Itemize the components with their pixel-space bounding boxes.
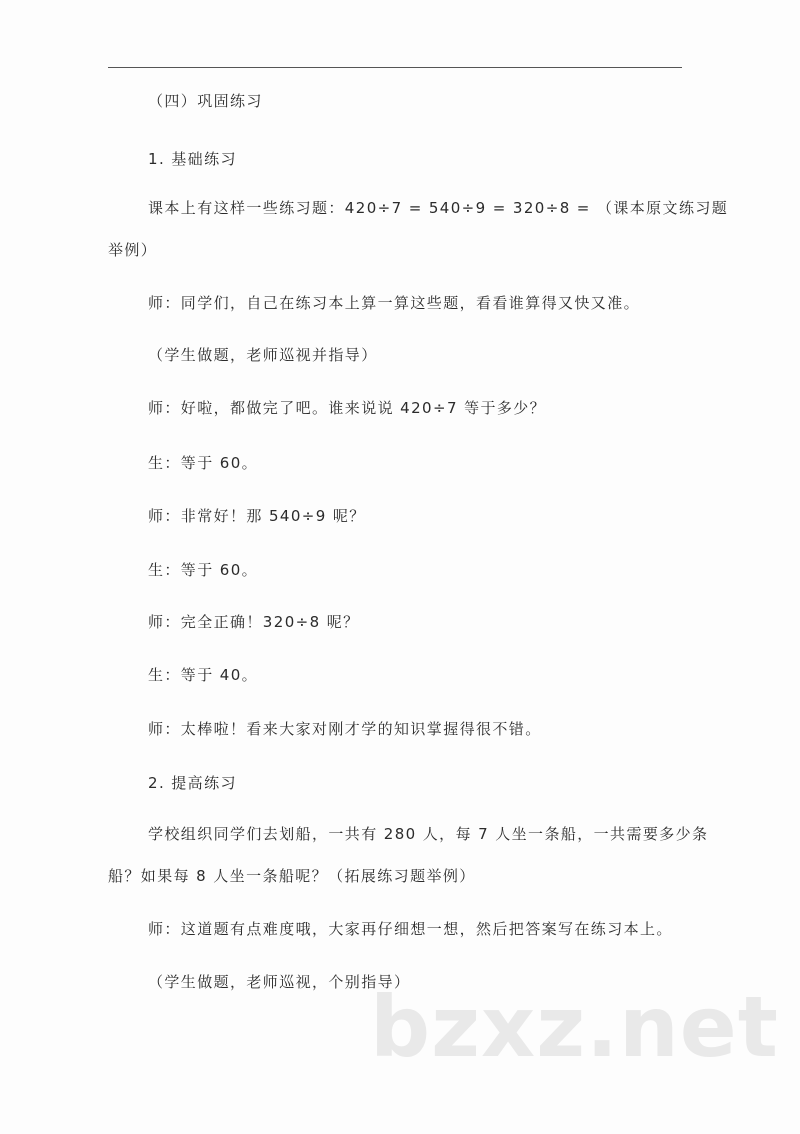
paragraph-exercises-line1: 课本上有这样一些练习题：420÷7 = 540÷9 = 320÷8 = （课本原文练习题: [148, 199, 729, 217]
dialogue-student-2: 生：等于 60。: [148, 561, 259, 579]
dialogue-teacher-1: 师：同学们，自己在练习本上算一算这些题，看看谁算得又快又准。: [148, 294, 641, 312]
stage-note-2: （学生做题，老师巡视，个别指导）: [148, 973, 411, 991]
dialogue-teacher-5: 师：太棒啦！看来大家对刚才学的知识掌握得很不错。: [148, 720, 542, 738]
section-heading: （四）巩固练习: [148, 92, 263, 110]
dialogue-teacher-4: 师：完全正确！320÷8 呢？: [148, 613, 360, 631]
dialogue-teacher-6: 师：这道题有点难度哦，大家再仔细想一想，然后把答案写在练习本上。: [148, 920, 673, 938]
stage-note-1: （学生做题，老师巡视并指导）: [148, 346, 378, 364]
dialogue-student-1: 生：等于 60。: [148, 454, 259, 472]
dialogue-teacher-3: 师：非常好！那 540÷9 呢？: [148, 507, 366, 525]
header-rule: [108, 67, 682, 68]
watermark: bzxz.net: [370, 978, 779, 1076]
dialogue-teacher-2: 师：好啦，都做完了吧。谁来说说 420÷7 等于多少？: [148, 399, 547, 417]
dialogue-student-3: 生：等于 40。: [148, 666, 259, 684]
paragraph-problem-line2: 船？如果每 8 人坐一条船呢？（拓展练习题举例）: [108, 867, 476, 885]
subsection-heading-advanced: 2. 提高练习: [148, 774, 237, 792]
subsection-heading-basic: 1. 基础练习: [148, 150, 237, 168]
paragraph-exercises-line2: 举例）: [108, 241, 158, 259]
paragraph-problem-line1: 学校组织同学们去划船，一共有 280 人，每 7 人坐一条船，一共需要多少条: [148, 825, 709, 843]
